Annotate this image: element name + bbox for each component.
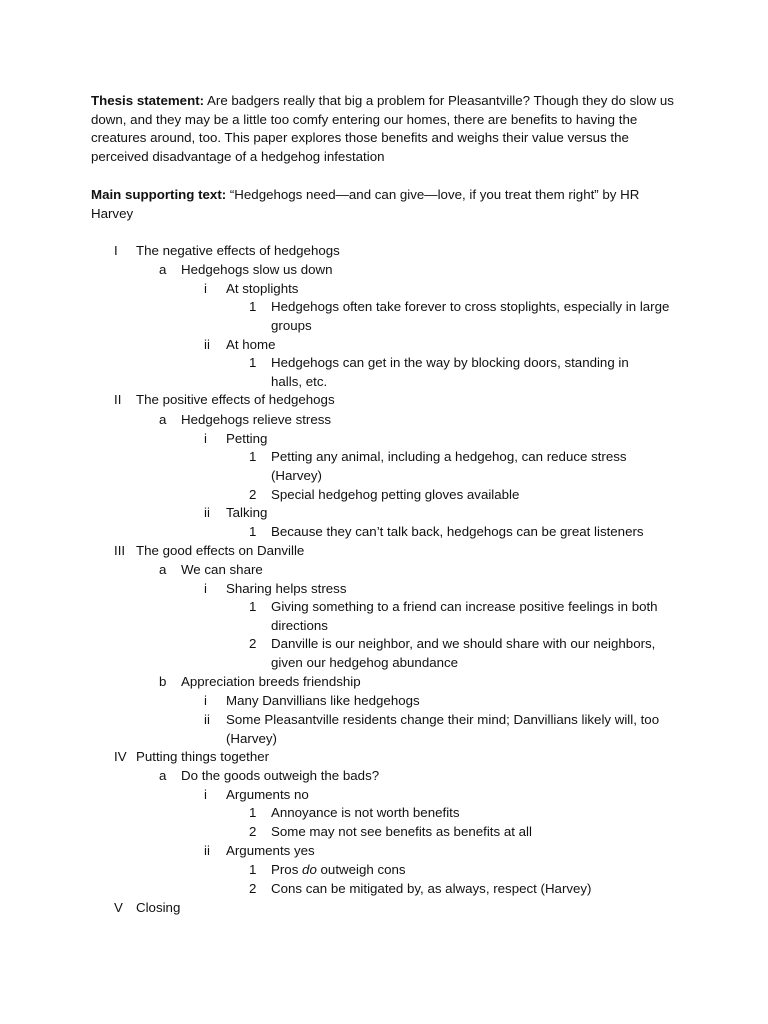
thesis-text: Are badgers really that big a problem for Pleasantville? Though they do slow us down, and they may be a little too comfy entering our homes, there are benefits to having the creatures around, too. This paper explores those benefits and weighs their value versus the perceived disadvantage of a hedgehog infestation [91, 93, 674, 164]
outline-marker: 1 [249, 299, 257, 314]
outline-text: The positive effects of hedgehogs [136, 392, 335, 407]
outline-text: Arguments no [226, 787, 309, 802]
outline-marker: 2 [249, 487, 257, 502]
outline-marker: 1 [249, 805, 257, 820]
outline-text: At stoplights [226, 281, 299, 296]
main-support-label: Main supporting text: [91, 187, 227, 202]
outline-marker: ii [204, 337, 210, 352]
thesis-paragraph [91, 92, 681, 166]
main-support-text: “Hedgehogs need—and can give—love, if you treat them right” by HR Harvey [91, 187, 640, 221]
outline-marker: III [114, 543, 126, 558]
thesis-label: Thesis statement: [91, 93, 205, 108]
outline-marker: 2 [249, 636, 257, 651]
outline-text: We can share [181, 562, 263, 577]
outline-marker: i [204, 787, 207, 802]
outline-text: Hedgehogs often take forever to cross stoplights, especially in large groups [271, 299, 670, 333]
outline-text: Hedgehogs slow us down [181, 262, 333, 277]
outline-text: Petting any animal, including a hedgehog, can reduce stress (Harvey) [271, 449, 627, 483]
outline-marker: 1 [249, 355, 257, 370]
outline-text-part: Pros [271, 862, 303, 877]
outline-text-emphasis: do [302, 862, 317, 877]
outline-text: The good effects on Danville [136, 543, 305, 558]
outline-marker: 2 [249, 824, 257, 839]
outline-marker: i [204, 281, 207, 296]
outline-marker: 2 [249, 881, 257, 896]
outline-text-part: outweigh cons [316, 862, 406, 877]
outline-marker: II [114, 392, 122, 407]
outline-text: Special hedgehog petting gloves available [271, 487, 520, 502]
outline-marker: 1 [249, 862, 257, 877]
outline-text: Because they can’t talk back, hedgehogs can be great listeners [271, 524, 644, 539]
outline-marker: I [114, 243, 118, 258]
outline-text: Hedgehogs relieve stress [181, 412, 332, 427]
outline-marker: i [204, 431, 207, 446]
outline-text: Talking [226, 505, 268, 520]
outline-marker: a [159, 262, 167, 277]
outline-text: Do the goods outweigh the bads? [181, 768, 380, 783]
outline-text [271, 861, 671, 880]
outline-text: Closing [136, 900, 181, 915]
outline-text: Arguments yes [226, 843, 315, 858]
outline-marker: 1 [249, 449, 257, 464]
outline-marker: b [159, 674, 167, 689]
outline-text: Sharing helps stress [226, 581, 347, 596]
outline-text: At home [226, 337, 276, 352]
outline-text: Hedgehogs can get in the way by blocking doors, standing in halls, etc. [271, 355, 629, 389]
outline-text: Some may not see benefits as benefits at all [271, 824, 532, 839]
outline-marker: 1 [249, 599, 257, 614]
main-support-paragraph [91, 186, 681, 223]
outline-marker: ii [204, 712, 210, 727]
outline-marker: ii [204, 843, 210, 858]
outline-marker: i [204, 693, 207, 708]
outline-text: Petting [226, 431, 268, 446]
outline-marker: a [159, 412, 167, 427]
outline-text: Putting things together [136, 749, 270, 764]
outline-text: Appreciation breeds friendship [181, 674, 361, 689]
outline-marker: i [204, 581, 207, 596]
outline-marker: ii [204, 505, 210, 520]
outline-text: The negative effects of hedgehogs [136, 243, 340, 258]
outline-text: Many Danvillians like hedgehogs [226, 693, 420, 708]
outline-marker: a [159, 768, 167, 783]
outline-marker: IV [114, 749, 127, 764]
outline-text: Cons can be mitigated by, as always, respect (Harvey) [271, 881, 592, 896]
outline-marker: 1 [249, 524, 257, 539]
outline-marker: a [159, 562, 167, 577]
outline-marker: V [114, 900, 123, 915]
outline-text: Giving something to a friend can increase positive feelings in both directions [271, 599, 658, 633]
outline-text: Annoyance is not worth benefits [271, 805, 460, 820]
outline-text: Danville is our neighbor, and we should share with our neighbors, given our hedgehog abundance [271, 636, 656, 670]
outline-text: Some Pleasantville residents change their mind; Danvillians likely will, too (Harvey) [226, 712, 660, 746]
